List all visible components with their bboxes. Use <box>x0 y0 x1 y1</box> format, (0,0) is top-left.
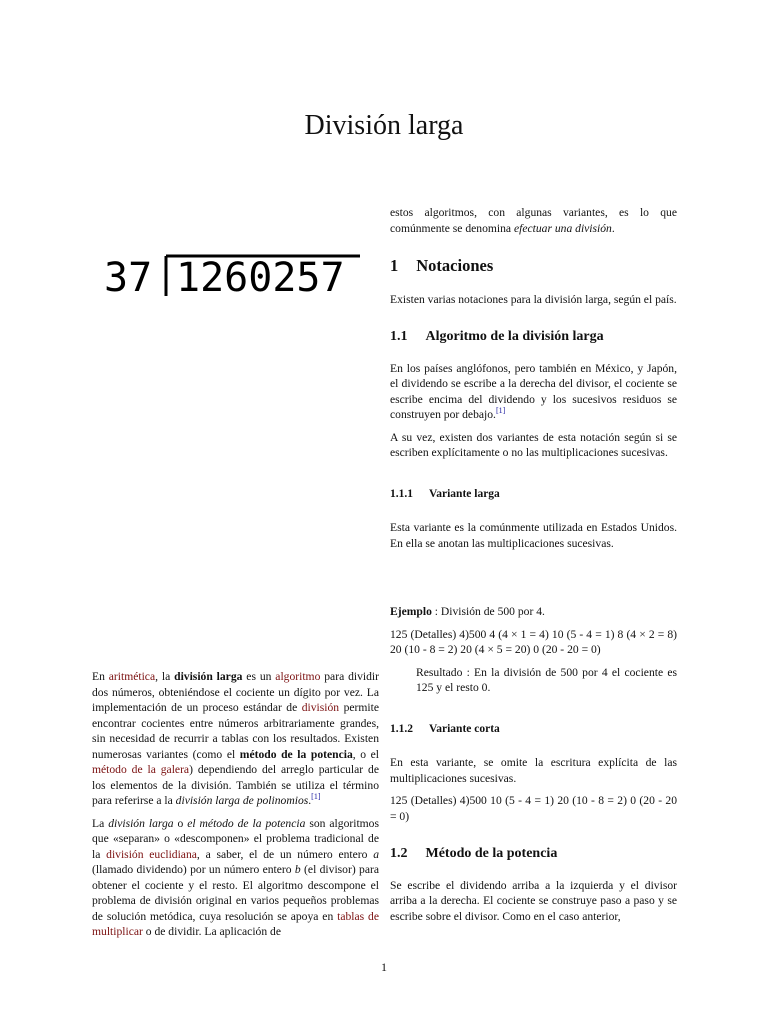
text-run: es un <box>242 670 276 683</box>
section-title: Variante corta <box>429 722 500 735</box>
example-spacer <box>390 558 677 604</box>
section-1-1-paragraph-1 <box>390 361 677 423</box>
bold-text: Ejemplo <box>390 605 432 618</box>
section-title: Algoritmo de la división larga <box>425 329 604 344</box>
example-heading <box>390 604 677 620</box>
page-number: 1 <box>381 960 387 974</box>
section-1-1-2-paragraph-2: 125 (Detalles) 4)500 10 (5 - 4 = 1) 20 (10 - 8 = 2) 0 (20 - 20 = 0) <box>390 794 677 823</box>
section-1-1-paragraph-2: A su vez, existen dos variantes de esta notación según si se escriben explícitamente o no las multiplicaciones sucesivas. <box>390 430 677 459</box>
section-1-1-heading <box>390 329 677 345</box>
bold-text: división larga <box>174 670 243 683</box>
text-run: , la <box>155 670 175 683</box>
example-calculation: 125 (Detalles) 4)500 4 (4 × 1 = 4) 10 (5 - 4 = 1) 8 (4 × 2 = 8) 20 (10 - 8 = 2) 20 (4 × 5 = 20) 0 (20 - 20 = 0) <box>390 627 677 656</box>
article-link[interactable]: tablas de multiplicar <box>92 909 379 938</box>
reference-superscript <box>311 792 320 801</box>
figure-divisor: 37 <box>104 255 153 298</box>
section-number: 1.1 <box>390 329 408 344</box>
text-run: o <box>173 816 188 830</box>
italic-text: b <box>294 863 301 876</box>
italic-text: división larga <box>108 816 174 830</box>
page-title: División larga <box>304 110 464 141</box>
text-run: La <box>92 816 109 830</box>
section-title: Método de la potencia <box>425 846 558 861</box>
italic-text: el método de la potencia <box>187 816 306 830</box>
reference-link[interactable]: [1] <box>311 792 321 802</box>
italic-text: efectuar una división <box>513 221 612 235</box>
text-run: , o el <box>352 747 379 761</box>
section-1-1-2-paragraph-1: En esta variante, se omite la escritura explícita de las multiplicaciones sucesivas. <box>390 756 677 785</box>
italic-text: división larga de polinomios <box>175 794 309 807</box>
section-1-2-paragraph: Se escribe el dividendo arriba a la izquierda y el divisor arriba a la derecha. El cociente se construye paso a paso y se escribe sobre el divisor. Como en el caso anterior, <box>390 878 677 923</box>
intro-paragraph-1 <box>92 669 379 809</box>
section-number: 1 <box>390 256 399 275</box>
text-run: para dividir dos números, obteniéndose el cociente un dígito por vez. La implementación de un proceso estándar de <box>92 670 379 714</box>
text-run: . <box>308 794 312 807</box>
article-link[interactable]: división euclidiana <box>106 847 197 861</box>
left-column <box>92 669 379 947</box>
article-link[interactable]: algoritmo <box>275 670 321 683</box>
text-run: (llamado dividendo) por un número entero <box>92 863 295 876</box>
text-run: permite encontrar cocientes entre números arbitrariamente grandes, sin necesidad de recurrir a tablas con los resultados. Existen numerosas variantes (como el <box>92 701 379 761</box>
right-column <box>390 205 677 931</box>
reference-superscript <box>496 406 505 415</box>
reference-link[interactable]: [1] <box>495 406 506 416</box>
figure-dividend: 1260257 <box>176 255 345 298</box>
article-link[interactable]: división <box>301 701 340 714</box>
section-1-2-heading <box>390 846 677 862</box>
article-link[interactable]: aritmética <box>108 670 156 683</box>
text-run: En los países anglófonos, pero también en México, y Japón, el dividendo se escribe a la derecha del divisor, el cociente se escribe encima del dividendo y los sucesivos residuos se construyen por debajo. <box>390 361 677 421</box>
section-number: 1.1.2 <box>390 722 413 735</box>
intro-paragraph-2 <box>92 816 379 940</box>
italic-text: a <box>373 847 380 861</box>
text-run: En <box>92 670 109 683</box>
text-run: , a saber, el de un número entero <box>196 847 374 861</box>
section-number: 1.2 <box>390 846 408 861</box>
text-run: : División de 500 por 4. <box>431 605 545 618</box>
section-1-paragraph: Existen varias notaciones para la división larga, según el país. <box>390 292 677 306</box>
text-run: son algoritmos que «separan» o «descomponen» el problema tradicional de la <box>92 816 379 861</box>
intro-continuation <box>390 205 677 236</box>
section-1-1-1-heading <box>390 487 677 503</box>
text-run: (el divisor) para obtener el cociente y el resto. El algoritmo descompone el problema de división original en varios pequeños problemas de solución metódica, cuya resolución se apoya en <box>92 863 379 923</box>
example-result: Resultado : En la división de 500 por 4 el cociente es 125 y el resto 0. <box>416 665 677 694</box>
bold-text: método de la potencia <box>239 747 353 761</box>
text-run: estos algoritmos, con algunas variantes, es lo que comúnmente se denomina <box>390 206 677 235</box>
text-run: ) dependiendo del arreglo particular de los elementos de la división. También se utiliza el término para referirse a la <box>92 763 379 807</box>
long-division-figure <box>102 252 364 298</box>
section-1-heading <box>390 258 677 274</box>
text-run: . <box>611 221 615 235</box>
section-title: Notaciones <box>416 256 494 275</box>
section-number: 1.1.1 <box>390 487 413 500</box>
text-run: o de dividir. La aplicación de <box>142 925 281 938</box>
long-division-illustration <box>102 252 364 298</box>
section-1-1-2-heading <box>390 722 677 738</box>
section-title: Variante larga <box>429 487 500 500</box>
section-1-1-1-paragraph: Esta variante es la comúnmente utilizada en Estados Unidos. En ella se anotan las multiplicaciones sucesivas. <box>390 521 677 550</box>
article-link[interactable]: método de la galera <box>92 763 190 776</box>
